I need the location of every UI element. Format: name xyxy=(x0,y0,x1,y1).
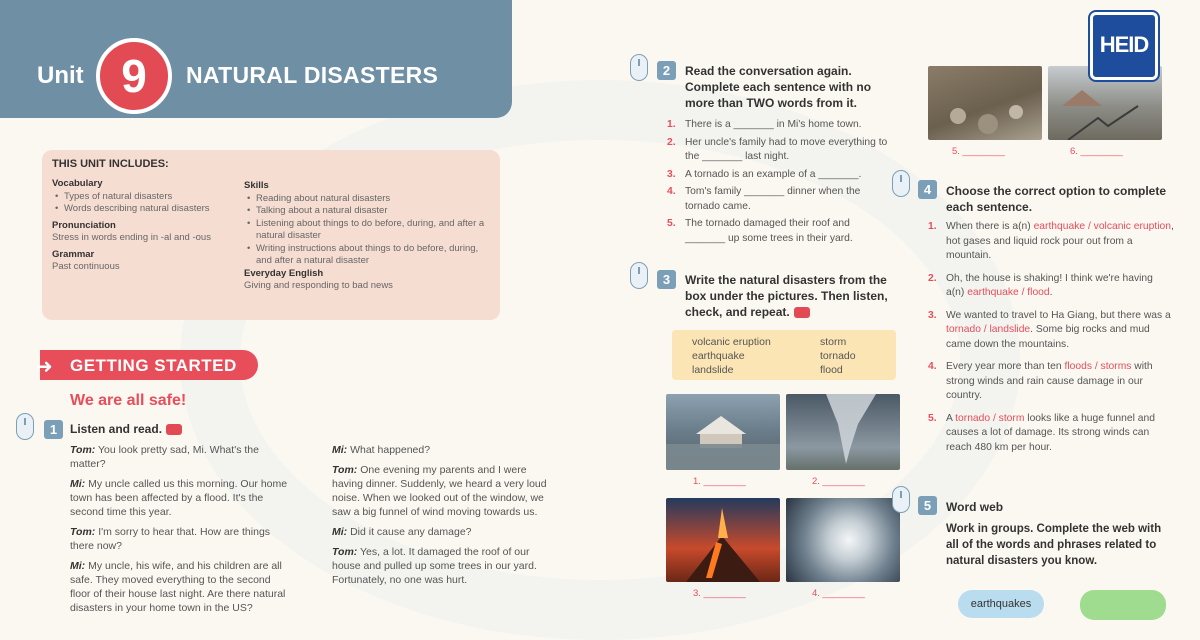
dialog-line xyxy=(332,545,548,587)
dialog-line xyxy=(70,525,292,553)
dialog-text: What happened? xyxy=(350,444,431,456)
dialog-text: Yes, a lot. It damaged the roof of our house and pulled up some trees in our yard. Fortunately, no one was hurt. xyxy=(332,546,537,586)
exercise-2-list xyxy=(667,118,889,249)
dialog-line xyxy=(332,525,548,539)
item-number: 5. xyxy=(928,412,937,424)
audio-icon[interactable] xyxy=(794,307,810,318)
mouse-icon[interactable] xyxy=(630,262,648,289)
dialog-line xyxy=(70,443,292,471)
exercise-5-instruction: Work in groups. Complete the web with all of the words and phrases related to natural disasters you know. xyxy=(946,523,1162,567)
mouse-icon[interactable] xyxy=(892,170,910,197)
mouse-icon[interactable] xyxy=(16,413,34,440)
storm-picture xyxy=(786,498,900,582)
item-text: , hot gases and liquid rock pour out from a mountain. xyxy=(946,221,1174,261)
speaker: Mi: xyxy=(70,478,86,490)
speaker: Mi: xyxy=(332,526,348,538)
speaker: Tom: xyxy=(70,526,96,538)
item-text: Oh, the house is shaking! I think we're having a(n) xyxy=(946,272,1153,298)
item-text: with strong winds and rain cause damage in our country. xyxy=(946,361,1153,401)
dialog-line xyxy=(70,477,292,519)
unit-label: Unit xyxy=(37,62,84,89)
includes-grammar-title: Grammar xyxy=(52,248,95,260)
item-text: . xyxy=(1049,287,1053,298)
exercise-number: 1 xyxy=(44,420,63,439)
landslide-picture xyxy=(928,66,1042,140)
includes-item: • Listening about things to do before, during, and after a natural disaster xyxy=(244,218,492,243)
item-number: 1. xyxy=(667,119,676,130)
audio-icon[interactable] xyxy=(166,424,182,435)
mouse-icon[interactable] xyxy=(892,486,910,513)
item-number: 1. xyxy=(928,221,937,232)
list-item xyxy=(928,360,1174,404)
word-option: earthquake xyxy=(692,350,745,362)
includes-everyday-english-text: Giving and responding to bad news xyxy=(244,280,393,291)
list-item xyxy=(667,217,889,246)
speaker: Mi: xyxy=(332,444,348,456)
word-web-bubble-empty[interactable] xyxy=(1080,590,1166,620)
list-item xyxy=(928,220,1174,264)
dialog-line xyxy=(332,463,548,519)
includes-item: • Reading about natural disasters xyxy=(244,193,492,206)
dialog-text: Did it cause any damage? xyxy=(350,526,472,538)
item-number: 4. xyxy=(928,361,937,372)
item-text: When there is a(n) xyxy=(946,221,1034,232)
word-option: storm xyxy=(820,336,847,348)
list-item xyxy=(667,136,889,165)
list-item xyxy=(928,412,1174,456)
item-text: Her uncle's family had to move everything to the _______ last night. xyxy=(685,136,888,162)
exercise-4-list xyxy=(928,220,1174,458)
picture-caption[interactable]: 6. ________ xyxy=(1070,146,1123,157)
lesson-subtitle: We are all safe! xyxy=(70,392,187,409)
exercise-title xyxy=(70,421,182,437)
unit-title: NATURAL DISASTERS xyxy=(186,62,439,88)
picture-caption[interactable]: 1. ________ xyxy=(693,476,746,487)
picture-caption[interactable]: 5. ________ xyxy=(952,146,1005,157)
includes-right-column xyxy=(244,180,492,293)
dialog-column-1 xyxy=(70,443,292,621)
publisher-logo: HEID xyxy=(1090,12,1158,80)
includes-grammar-text: Past continuous xyxy=(52,261,120,272)
includes-pronunciation-text: Stress in words ending in -al and -ous xyxy=(52,232,211,243)
exercise-2-title: Read the conversation again. Complete each sentence with no more than TWO words from it. xyxy=(685,64,872,110)
option-choice[interactable]: earthquake / volcanic eruption xyxy=(1033,221,1171,232)
dialog-line xyxy=(70,559,292,615)
word-box-col-1 xyxy=(692,335,771,377)
option-choice[interactable]: tornado / landslide xyxy=(946,324,1031,335)
exercise-number: 3 xyxy=(657,270,676,289)
exercise-number: 4 xyxy=(918,180,937,199)
speaker: Tom: xyxy=(70,444,96,456)
includes-item: • Words describing natural disasters xyxy=(52,203,212,216)
word-option: flood xyxy=(820,364,843,376)
dialog-text: My uncle called us this morning. Our home town has been affected by a flood. It's the second time this year. xyxy=(70,478,288,518)
word-box-col-2 xyxy=(820,335,856,377)
arrow-icon: ➜ xyxy=(36,356,53,378)
list-item xyxy=(667,185,889,214)
dialog-text: My uncle, his wife, and his children are all safe. They moved everything to the second floor of their house last night. Are there natural disasters in your home town in the US? xyxy=(70,560,286,614)
picture-caption[interactable]: 2. ________ xyxy=(812,476,865,487)
tornado-picture xyxy=(786,394,900,470)
unit-number-badge: 9 xyxy=(96,38,172,114)
item-text: A xyxy=(946,412,956,424)
includes-item: • Talking about a natural disaster xyxy=(244,205,492,218)
includes-left-column xyxy=(52,178,212,274)
exercise-number: 2 xyxy=(657,61,676,80)
volcanic-eruption-picture xyxy=(666,498,780,582)
getting-started-label: GETTING STARTED xyxy=(70,356,237,375)
includes-pronunciation-title: Pronunciation xyxy=(52,219,116,231)
item-text: . Some big rocks and mud came down the mountains. xyxy=(946,324,1150,350)
option-choice[interactable]: tornado / storm xyxy=(955,412,1025,424)
exercise-1-title: Listen and read. xyxy=(70,422,163,436)
item-text: Tom's family _______ dinner when the tornado came. xyxy=(685,186,861,212)
dialog-column-2 xyxy=(332,443,548,593)
dialog-text: I'm sorry to hear that. How are things there now? xyxy=(70,526,271,552)
item-text: A tornado is an example of a _______. xyxy=(685,168,862,180)
option-choice[interactable]: earthquake / flood xyxy=(967,287,1050,298)
dialog-text: You look pretty sad, Mi. What's the matter? xyxy=(70,444,259,470)
includes-vocabulary-title: Vocabulary xyxy=(52,178,103,189)
item-number: 2. xyxy=(667,136,676,148)
word-web-bubble: earthquakes xyxy=(958,590,1044,618)
item-number: 3. xyxy=(928,309,937,321)
speaker: Tom: xyxy=(332,464,358,476)
dialog-text: One evening my parents and I were having dinner. Suddenly, we heard a very loud noise. When we looked out of the window, we saw a big funnel of wind moving towards us. xyxy=(332,464,547,518)
item-number: 3. xyxy=(667,168,676,180)
list-item xyxy=(667,118,889,133)
item-number: 5. xyxy=(667,218,676,229)
speaker: Mi: xyxy=(70,560,86,572)
dialog-line xyxy=(332,443,548,457)
includes-item: • Types of natural disasters xyxy=(52,191,212,204)
unit-banner xyxy=(0,0,512,118)
word-option: tornado xyxy=(820,350,856,362)
includes-everyday-english-title: Everyday English xyxy=(244,267,324,279)
item-text: Every year more than ten xyxy=(946,361,1065,372)
item-text: We wanted to travel to Ha Giang, but there was a xyxy=(946,309,1171,321)
item-number: 4. xyxy=(667,186,676,197)
exercise-3-title xyxy=(685,272,899,320)
flood-picture xyxy=(666,394,780,470)
item-text: There is a _______ in Mi's home town. xyxy=(685,119,862,130)
item-text: The tornado damaged their roof and _______ up some trees in their yard. xyxy=(685,218,853,244)
exercise-number: 5 xyxy=(918,496,937,515)
word-box xyxy=(672,330,896,380)
word-option: landslide xyxy=(692,364,734,376)
item-number: 2. xyxy=(928,272,937,284)
includes-heading: THIS UNIT INCLUDES: xyxy=(52,158,169,170)
option-choice[interactable]: floods / storms xyxy=(1064,361,1132,372)
exercise-3-title-text: Write the natural disasters from the box under the pictures. Then listen, check, and repeat. xyxy=(685,273,888,319)
mouse-icon[interactable] xyxy=(630,54,648,81)
picture-caption[interactable]: 3. ________ xyxy=(693,588,746,599)
picture-caption[interactable]: 4. ________ xyxy=(812,588,865,599)
word-option: volcanic eruption xyxy=(692,336,771,348)
item-text: looks like a huge funnel and causes a lot of damage. Its strong winds can reach 480 km per hour. xyxy=(946,412,1155,453)
list-item xyxy=(928,272,1174,301)
includes-skills-title: Skills xyxy=(244,180,269,191)
exercise-5-title: Word web xyxy=(946,500,1004,514)
speaker: Tom: xyxy=(332,546,358,558)
exercise-4-title: Choose the correct option to complete each sentence. xyxy=(946,184,1167,214)
list-item xyxy=(667,168,889,183)
includes-item: • Writing instructions about things to do before, during, and after a natural disaster xyxy=(244,243,492,268)
list-item xyxy=(928,309,1174,353)
